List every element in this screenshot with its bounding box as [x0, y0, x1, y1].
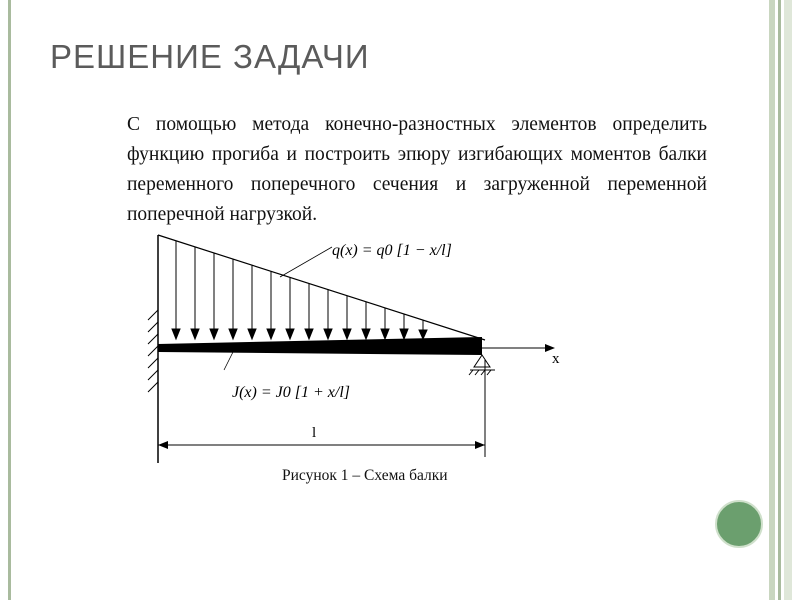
right-frame-band [784, 0, 792, 600]
load-formula: q(x) = q0 [1 − x/l] [332, 242, 452, 259]
slide-title: РЕШЕНИЕ ЗАДАЧИ [50, 38, 370, 75]
beam [158, 337, 482, 355]
wall-hatching [148, 310, 158, 392]
left-frame-line [8, 0, 11, 600]
stiffness-formula: J(x) = J0 [1 + x/l] [232, 384, 350, 401]
beam-diagram [140, 225, 590, 470]
length-label: l [312, 425, 317, 441]
figure-caption: Рисунок 1 – Схема балки [282, 467, 448, 484]
right-frame-stripe [769, 0, 775, 600]
problem-text: С помощью метода конечно-разностных элементов определить функцию прогиба и построить эпюру изгибающих моментов балки переменного поперечного сечения и загруженной переменной поперечной нагрузкой. [127, 114, 707, 225]
x-axis-label: x [552, 351, 560, 367]
load-leader [280, 247, 332, 277]
right-frame-line [778, 0, 781, 600]
beam-diagram-svg [140, 225, 590, 465]
dimension-arrow-left [158, 441, 168, 449]
decorative-circle-icon [715, 500, 763, 548]
problem-statement [127, 110, 707, 230]
dimension-arrow-right [475, 441, 485, 449]
roller-support [469, 355, 495, 375]
